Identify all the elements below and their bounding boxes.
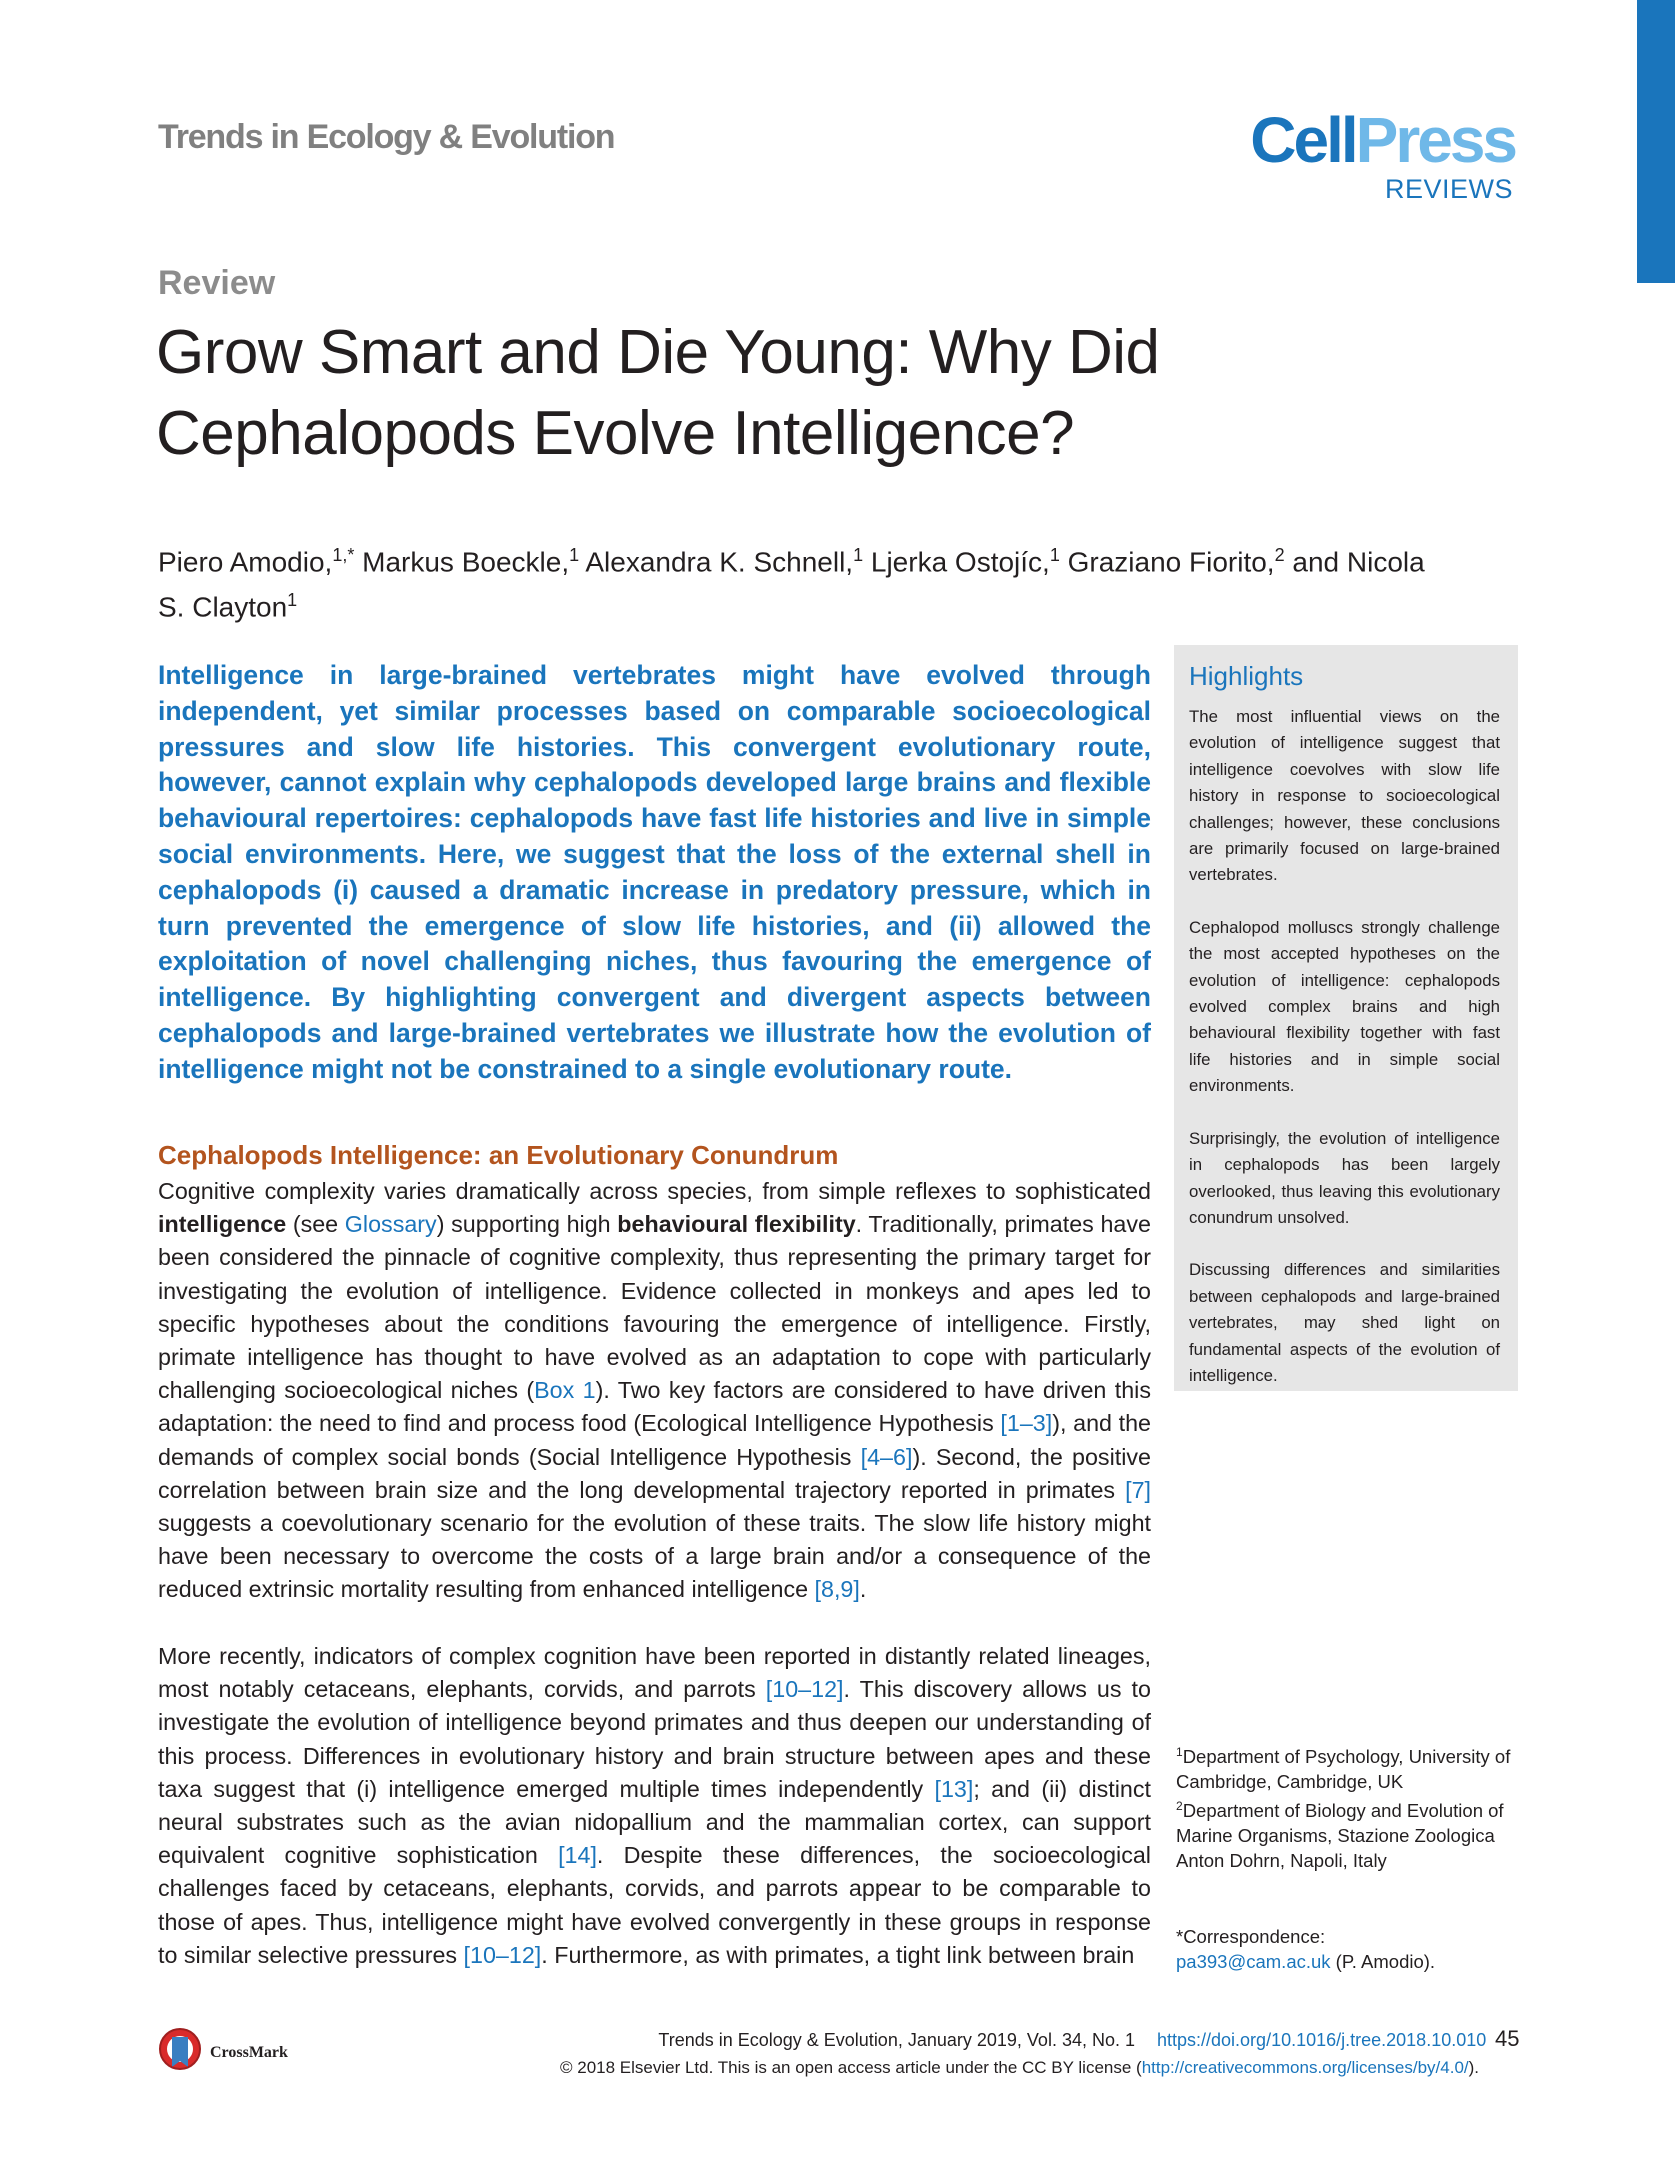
footer-license: © 2018 Elsevier Ltd. This is an open access article under the CC BY license (http://creativecommons.org/licenses/by/4.0/). [560, 2058, 1480, 2077]
correspondence-name: (P. Amodio). [1330, 1951, 1436, 1972]
text-run: ), and the demands of complex social bonds (Social Intelligence Hypothesis [158, 1410, 1152, 1470]
license-link[interactable]: http://creativecommons.org/licenses/by/4.0/ [1141, 2058, 1469, 2077]
highlight-item: Cephalopod molluscs strongly challenge the most accepted hypotheses on the evolution of intelligence: cephalopods evolved complex brains and high behavioural flexibility together with fast life histories and in simple social environments. [1189, 917, 1500, 1096]
text-run: . Traditionally, primates have been considered the pinnacle of cognitive complexity, thus representing the primary target for investigating the evolution of intelligence. Evidence collected in monkeys and apes led to specific hypotheses about the conditions favouring the emergence of intelligence. Firstly, primate intelligence has thought to have evolved as an adaptation to cope with particularly challenging socioecological niches ( [158, 1211, 1151, 1404]
reference-link[interactable]: Box 1 [534, 1377, 596, 1404]
footer-doi-link[interactable]: https://doi.org/10.1016/j.tree.2018.10.010 [1157, 2030, 1487, 2050]
text-run: Cognitive complexity varies dramatically across species, from simple reflexes to sophisticated [158, 1178, 1151, 1204]
article-title: Grow Smart and Die Young: Why Did Cephalopods Evolve Intelligence? [156, 318, 1160, 468]
body-paragraph-1 [158, 1175, 1151, 1607]
text-run: . [859, 1576, 867, 1603]
affiliation-2: $^2$Department of Biology and Evolution of Marine Organisms, Stazione Zoologica Anton Dohrn, Napoli, Italy [1176, 1799, 1504, 1872]
affiliation-1: $^1$Department of Psychology, University of Cambridge, Cambridge, UK [1176, 1745, 1511, 1793]
author-name: Graziano Fiorito, [1059, 546, 1275, 578]
edge-color-tab [1637, 0, 1675, 283]
text-run: ) supporting high [436, 1211, 618, 1238]
highlight-item: Discussing differences and similarities between cephalopods and large-brained vertebrates, may shed light on fundamental aspects of the evolution of intelligence. [1189, 1260, 1500, 1385]
author-name: Ljerka Ostojíc, [863, 546, 1050, 578]
logo-press-text: Press [1355, 104, 1515, 176]
reference-link[interactable]: Glossary [344, 1211, 437, 1238]
glossary-term: behavioural flexibility [617, 1211, 856, 1238]
reference-link[interactable]: [8,9] [814, 1576, 860, 1603]
affiliations [1176, 1740, 1521, 1873]
crossmark-badge[interactable] [158, 2027, 298, 2077]
reference-link[interactable]: [1–3] [1000, 1410, 1053, 1437]
author-affiliation-mark: 1,* [332, 545, 355, 565]
reference-link[interactable]: [4–6] [860, 1443, 913, 1470]
author-affiliation-mark: 1 [853, 545, 864, 565]
reference-link[interactable]: [7] [1125, 1476, 1151, 1503]
author-name: Piero Amodio, [158, 546, 333, 578]
reference-link[interactable]: [10–12] [765, 1676, 844, 1703]
reference-link[interactable]: [10–12] [463, 1941, 542, 1968]
article-type-label: Review [158, 264, 276, 302]
logo-cell-text: Cell [1250, 104, 1356, 176]
highlights-box [1174, 645, 1518, 1391]
correspondence-email-link[interactable]: pa393@cam.ac.uk [1176, 1951, 1331, 1972]
highlight-item: Surprisingly, the evolution of intelligence in cephalopods has been largely overlooked, thus leaving this evolutionary conundrum unsolved. [1189, 1128, 1500, 1227]
text-run: (see [286, 1211, 345, 1238]
glossary-term: intelligence [158, 1211, 287, 1238]
correspondence [1176, 1924, 1521, 1974]
reference-link[interactable]: [13] [934, 1775, 974, 1802]
page-number: 45 [1495, 2026, 1520, 2051]
text-run: . This discovery allows us to investigate the evolution of intelligence beyond primates and thus deepen our understanding of this process. Differences in evolutionary history and brain structure between apes and these taxa suggest that (i) intelligence emerged multiple times independently [158, 1676, 1151, 1802]
author-affiliation-mark: 1 [287, 590, 298, 611]
cellpress-logo[interactable] [1250, 104, 1515, 208]
text-run: ; and (ii) distinct neural substrates such as the avian nidopallium and the mammalian cortex, can support equivalent cognitive sophistication [158, 1775, 1152, 1869]
author-affiliation-mark: 1 [1049, 545, 1060, 565]
correspondence-label: *Correspondence: [1176, 1926, 1326, 1947]
author-list [158, 536, 1458, 627]
highlights-title: Highlights [1189, 661, 1304, 691]
abstract: Intelligence in large-brained vertebrates might have evolved through independent, yet similar processes based on comparable socioecological pressures and slow life histories. This convergent evolutionary route, however, cannot explain why cephalopods developed large brains and flexible behavioural repertoires: cephalopods have fast life histories and live in simple social environments. Here, we suggest that the loss of the external shell in cephalopods (i) caused a dramatic increase in predatory pressure, which in turn prevented the emergence of slow life histories, and (ii) allowed the exploitation of novel challenging niches, thus favouring the emergence of intelligence. By highlighting convergent and divergent aspects between cephalopods and large-brained vertebrates we illustrate how the evolution of intelligence might not be constrained to a single evolutionary route. [158, 660, 1151, 1084]
author-affiliation-mark: 2 [1274, 545, 1285, 565]
author-affiliation-mark: 1 [569, 545, 580, 565]
text-run: ). Second, the positive correlation between brain size and the long developmental trajectory reported in primates [158, 1443, 1151, 1503]
highlight-item: The most influential views on the evolution of intelligence suggest that intelligence coevolves with slow life history in response to socioecological challenges; however, these conclusions are primarily focused on large-brained vertebrates. [1189, 707, 1500, 885]
text-run: ). Two key factors are considered to have driven this adaptation: the need to find and process food (Ecological Intelligence Hypothesis [158, 1377, 1151, 1437]
crossmark-icon [158, 2027, 202, 2077]
body-paragraph-2 [158, 1640, 1151, 1972]
section-heading: Cephalopods Intelligence: an Evolutionary Conundrum [158, 1140, 839, 1170]
text-run: . Furthermore, as with primates, a tight link between brain [541, 1941, 1135, 1968]
author-name: Alexandra K. Schnell, [579, 546, 854, 578]
reference-link[interactable]: [14] [558, 1842, 597, 1869]
text-run: More recently, indicators of complex cognition have been reported in distantly related lineages, most notably cetaceans, elephants, corvids, and parrots [158, 1643, 1151, 1703]
text-run: suggests a coevolutionary scenario for the evolution of these traits. The slow life history might have been necessary to overcome the costs of a large brain and/or a consequence of the reduced extrinsic mortality resulting from enhanced intelligence [158, 1510, 1151, 1603]
author-name: and Nicola S. Clayton [158, 546, 1425, 623]
logo-reviews-text: REVIEWS [1384, 174, 1513, 204]
crossmark-label: CrossMark [210, 2044, 288, 2061]
footer-citation: Trends in Ecology & Evolution, January 2019, Vol. 34, No. 1 [658, 2030, 1135, 2050]
text-run: . Despite these differences, the socioecological challenges faced by cetaceans, elephants, corvids, and parrots appear to be comparable to those of apes. Thus, intelligence might have evolved convergently in these groups in response to similar selective pressures [158, 1842, 1151, 1968]
author-name: Markus Boeckle, [354, 546, 570, 578]
journal-name: Trends in Ecology & Evolution [158, 118, 615, 156]
